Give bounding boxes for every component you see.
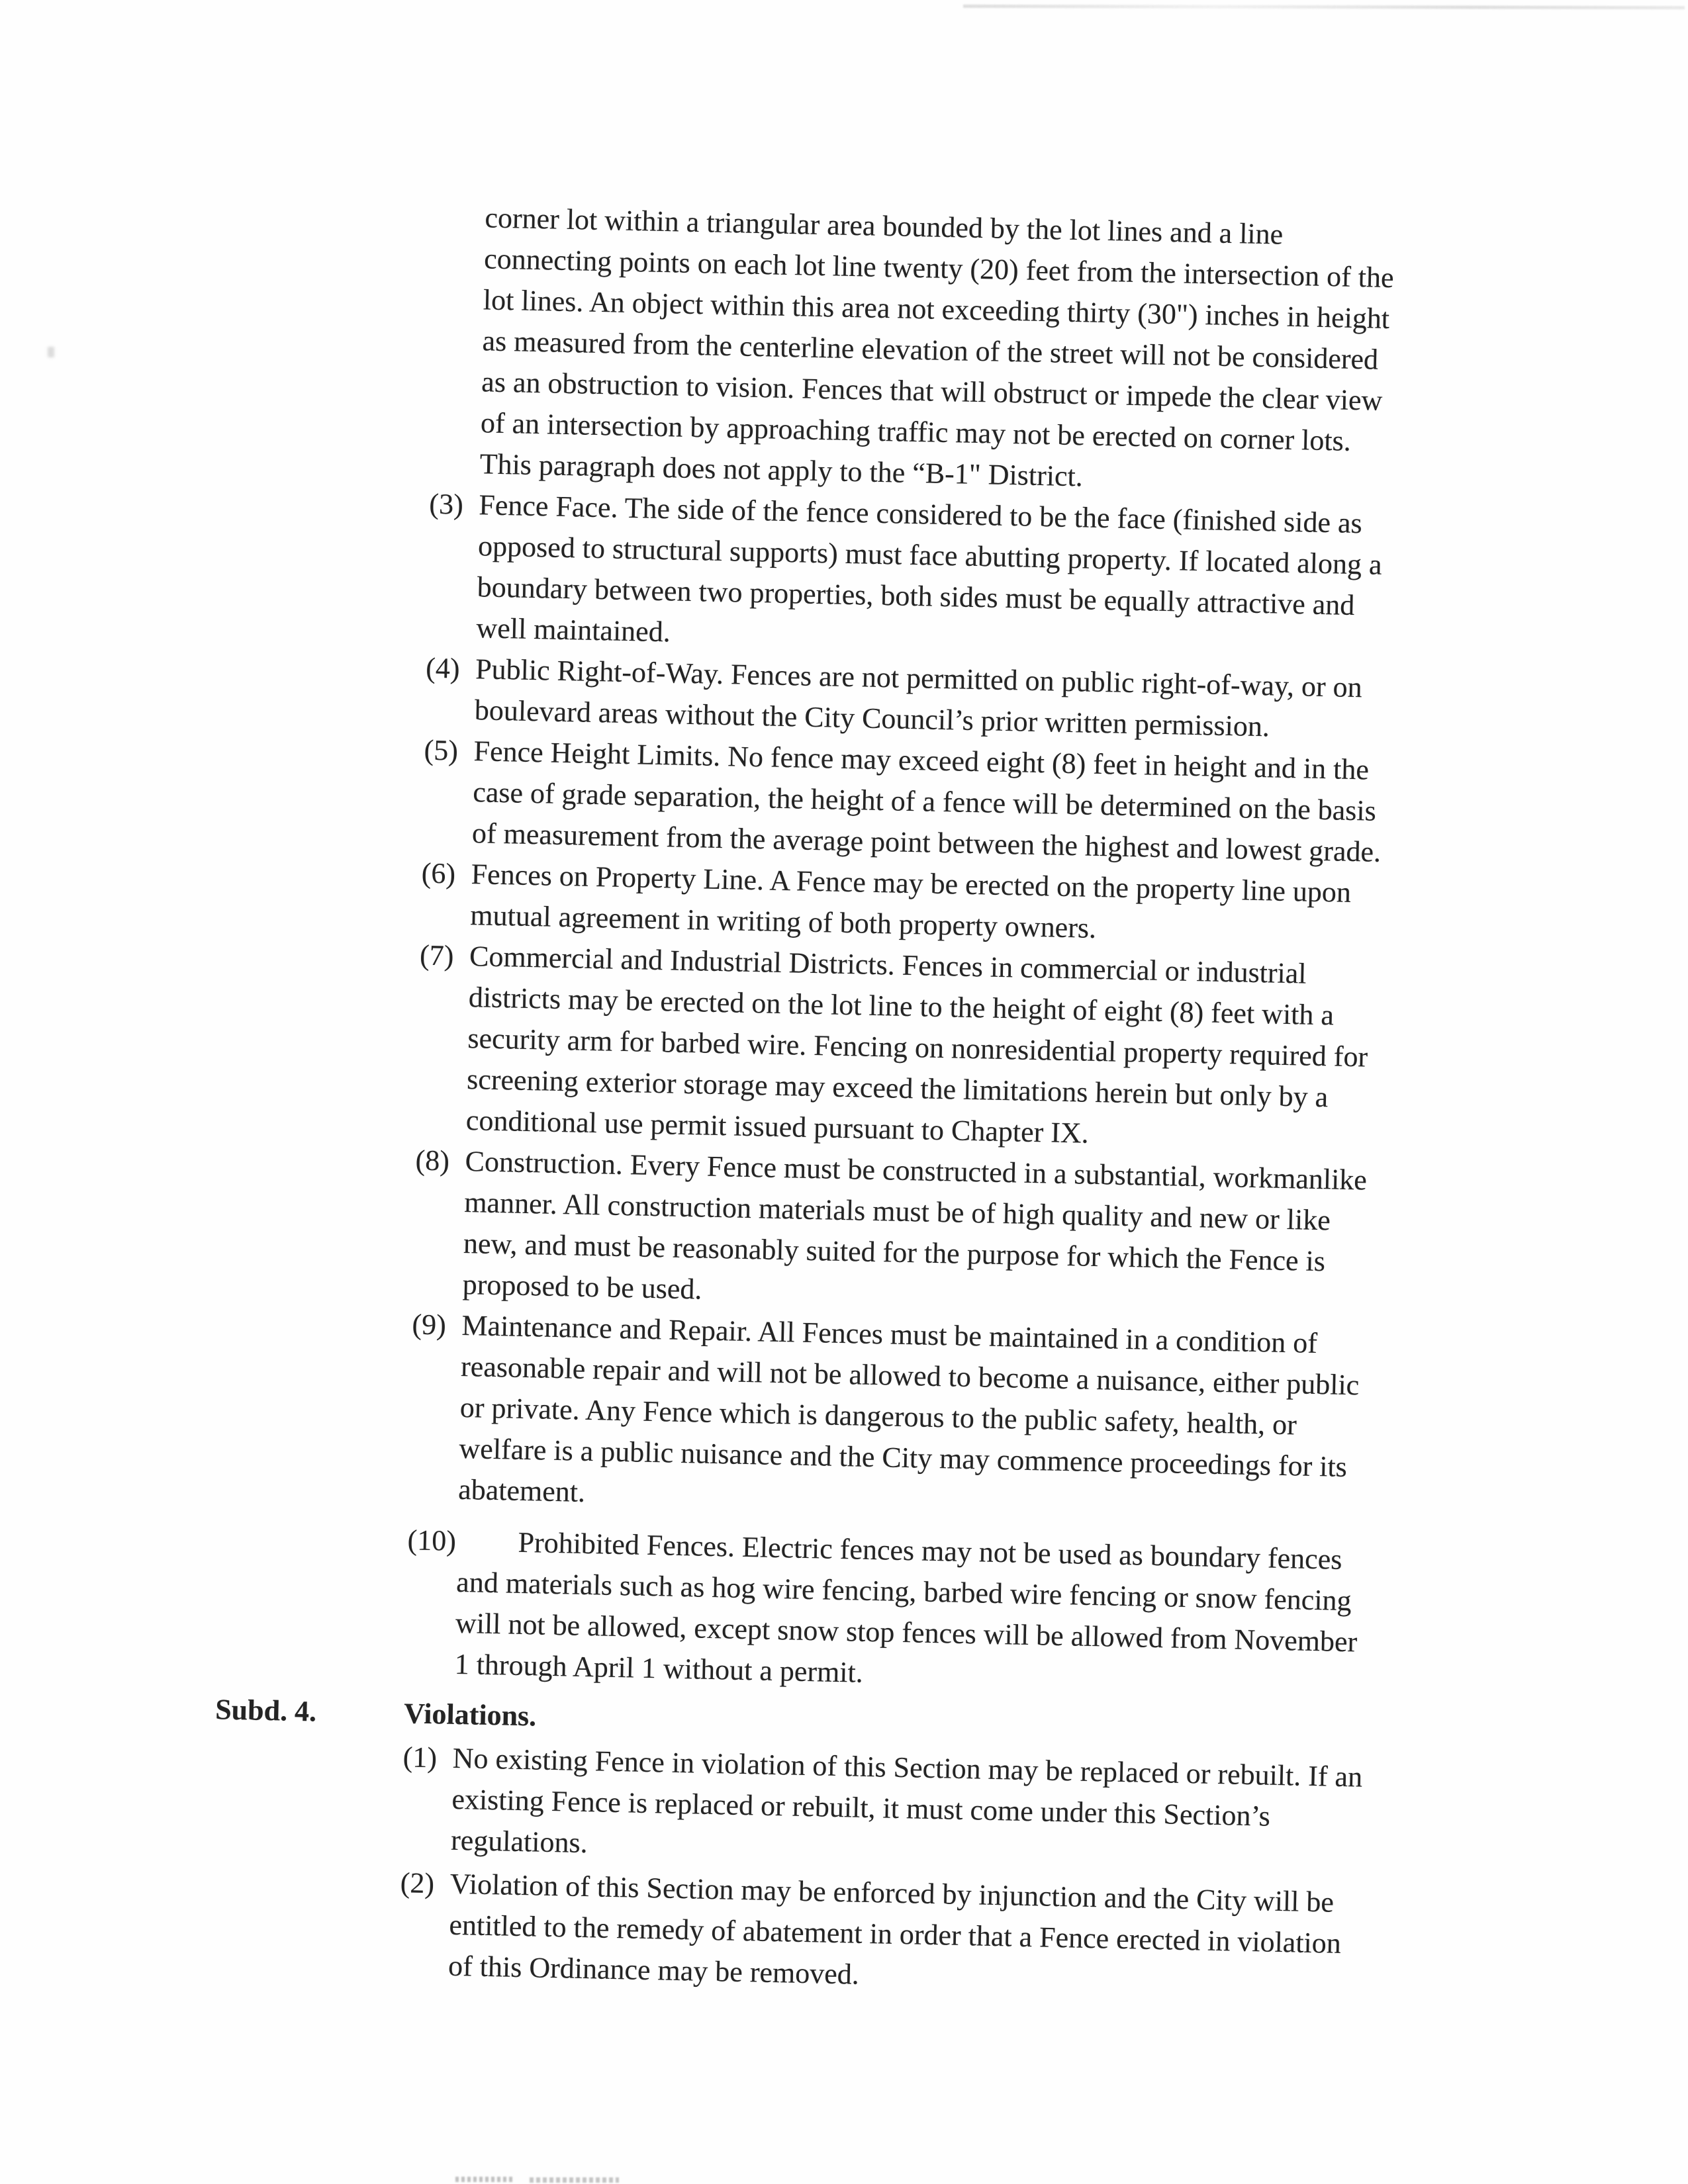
ordinance-item-list	[0, 475, 1688, 1710]
item-text: Fence Height Limits. No fence may exceed eight (8) feet in height and in the case of grade separation, the height of a fence will be determined on the basis of measurement from the average point between the highest and lowest grade.	[471, 735, 1382, 868]
intro-continuation-paragraph: corner lot within a triangular area bounded by the lot lines and a line connecting points on each lot line twenty (20) feet from the intersection of the lot lines. An object within this area not exceeding thirty (30") inches in height as measured from the centerline elevation of the street will not be considered as an obstruction to vision. Fences that will obstruct or impede the clear view of an intersection by approaching traffic may not be erected on corner lots. This paragraph does not apply to the “B-1" District.	[479, 201, 1395, 493]
item-number: (7)	[419, 938, 455, 972]
item-number: (2)	[400, 1866, 435, 1900]
item-text: Construction. Every Fence must be constructed in a substantial, workmanlike manner. All construction materials must be of high quality and new or like new, and must be reasonably suited for the purpose for which the Fence is proposed to be used.	[462, 1145, 1368, 1306]
ordinance-item-7	[416, 935, 1688, 1167]
item-text: Public Right-of-Way. Fences are not permitted on public right-of-way, or on boulevard areas without the City Council’s prior written permission.	[474, 653, 1363, 743]
item-text: Maintenance and Repair. All Fences must be maintained in a condition of reasonable repair and will not be allowed to become a nuisance, either public or private. Any Fence which is dangerous to the public safety, health, or welfare is a public nuisance and the City may commence proceedings for its abatement.	[457, 1308, 1360, 1508]
ordinance-item-9	[408, 1304, 1683, 1535]
item-text: Violation of this Section may be enforced by injunction and the City will be entitled to the remedy of abatement in order that a Fence erected in violation of this Ordinance may be removed.	[447, 1867, 1342, 1991]
item-text: Fence Face. The side of the fence considered to be the face (finished side as opposed to structural supports) must face abutting property. If located along a boundary between two properties, both sides must be equally attractive and well maintained.	[476, 488, 1383, 649]
item-text: Prohibited Fences. Electric fences may not be used as boundary fences and materials such as hog wire fencing, barbed wire fencing or snow fencing will not be allowed, except snow stop fences will be allowed from November 1 through April 1 without a permit.	[454, 1525, 1358, 1689]
item-number: (1)	[402, 1741, 438, 1774]
ordinance-item-8	[412, 1140, 1687, 1330]
item-number: (10)	[407, 1524, 457, 1557]
item-text: Commercial and Industrial Districts. Fences in commercial or industrial districts may be erected on the lot line to the height of eight (8) feet with a security arm for barbed wire. Fencing on nonresidential property required for screening exterior storage may exceed the limitations herein but only by a conditional use permit issued pursuant to Chapter IX.	[465, 940, 1368, 1150]
item-number: (5)	[424, 733, 459, 767]
item-text: No existing Fence in violation of this Section may be replaced or rebuilt. If an existing Fence is replaced or rebuilt, it must come under this Section’s regulations.	[450, 1741, 1363, 1860]
item-number: (3)	[428, 487, 464, 521]
item-text: Fences on Property Line. A Fence may be erected on the property line upon mutual agreement in writing of both property owners.	[469, 858, 1352, 944]
subdivision-label: Subd. 4.	[214, 1693, 317, 1728]
scan-artifact-footer-cutoff-text	[455, 2177, 515, 2182]
scan-artifact-footer-cutoff-text	[530, 2177, 619, 2183]
subdivision-heading: Violations.	[403, 1697, 537, 1733]
item-number: (4)	[425, 651, 461, 685]
ordinance-item-2	[399, 1862, 1671, 2012]
item-number: (9)	[411, 1308, 447, 1342]
violations-item-list	[0, 1728, 1674, 2012]
ordinance-item-1	[401, 1737, 1674, 1886]
item-number: (6)	[421, 856, 456, 890]
item-number: (8)	[415, 1144, 450, 1177]
ordinance-item-10	[404, 1520, 1679, 1710]
ordinance-item-3	[426, 484, 1688, 674]
